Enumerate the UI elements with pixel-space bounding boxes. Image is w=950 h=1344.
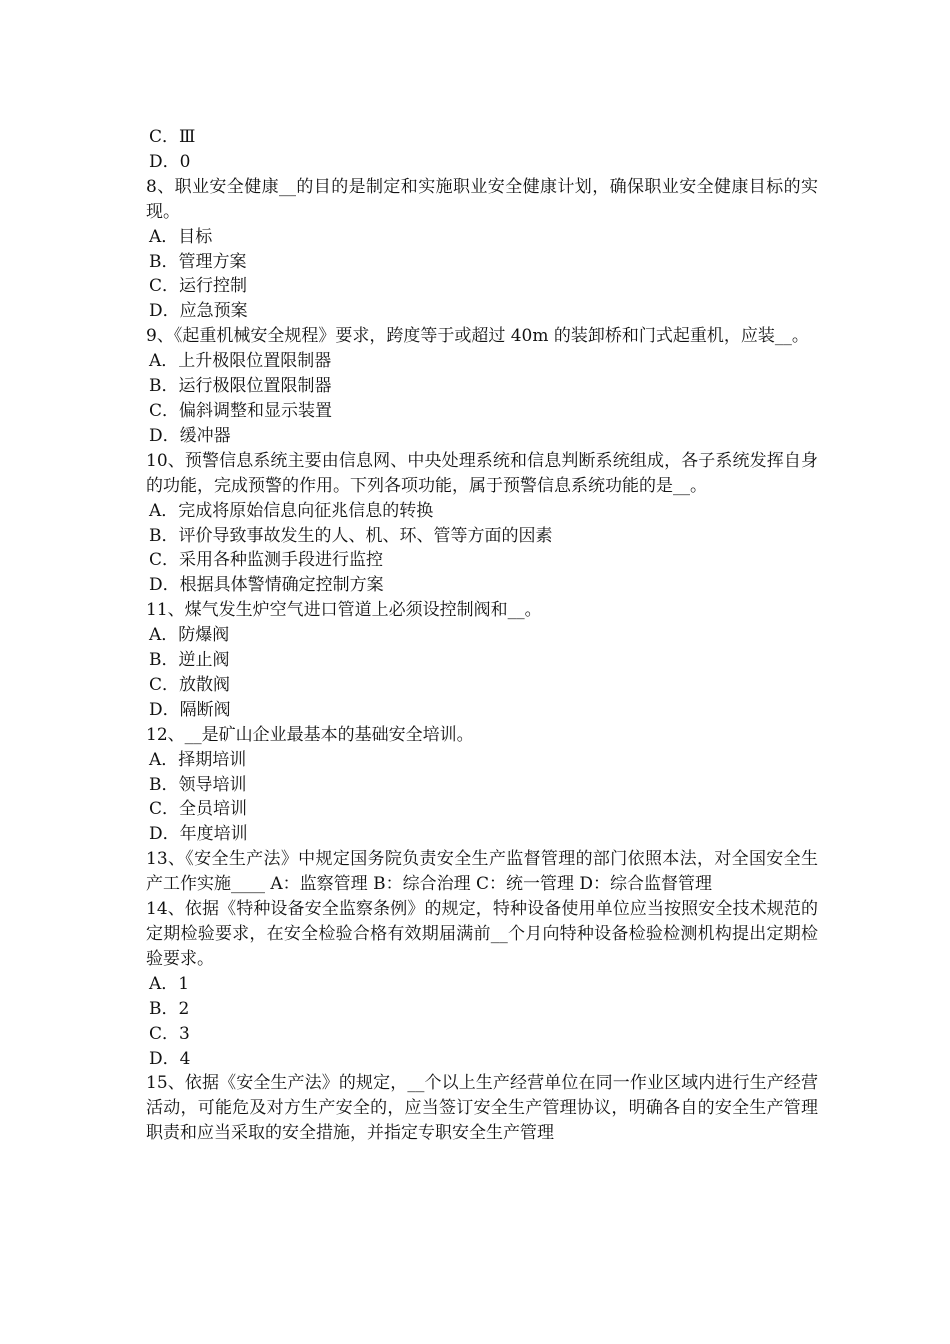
question-10-stem: 10、预警信息系统主要由信息网、中央处理系统和信息判断系统组成，各子系统发挥自身的功能，完成预警的作用。下列各项功能，属于预警信息系统功能的是__。 (146, 450, 818, 496)
exam-content (146, 125, 818, 1146)
question-10-option-b: B．评价导致事故发生的人、机、环、管等方面的因素 (149, 525, 553, 546)
question-9-option-b: B．运行极限位置限制器 (149, 376, 332, 397)
question-8-option-b: B．管理方案 (149, 251, 247, 272)
question-12-option-d: D．年度培训 (149, 824, 248, 845)
question-11-option-b: B．逆止阀 (149, 650, 230, 671)
question-13-stem: 13、《安全生产法》中规定国务院负责安全生产监督管理的部门依照本法，对全国安全生产工作实施____ A：监察管理 B：综合治理 C：统一管理 D：综合监督管理 (146, 849, 818, 895)
question-8-option-c: C．运行控制 (149, 276, 248, 297)
question-11-option-c: C．放散阀 (149, 674, 231, 695)
question-9-option-a: A．上升极限位置限制器 (149, 351, 332, 372)
question-15-stem: 15、依据《安全生产法》的规定，__个以上生产经营单位在同一作业区域内进行生产经营活动，可能危及对方生产安全的，应当签订安全生产管理协议，明确各自的安全生产管理职责和应当采取的安全措施，并指定专职安全生产管理 (146, 1073, 818, 1144)
question-14-option-b: B．2 (149, 998, 190, 1019)
question-9-option-d: D．缓冲器 (149, 425, 231, 446)
question-9-stem: 9、《起重机械安全规程》要求，跨度等于或超过 40m 的装卸桥和门式起重机，应装__。 (146, 326, 809, 347)
question-12-stem: 12、__是矿山企业最基本的基础安全培训。 (146, 724, 474, 745)
option-c: C．Ⅲ (149, 127, 196, 147)
question-12-option-c: C．全员培训 (149, 799, 248, 820)
question-8-option-d: D．应急预案 (149, 301, 248, 322)
question-12-option-b: B．领导培训 (149, 774, 247, 795)
question-8-option-a: A．目标 (149, 226, 213, 247)
question-14-stem: 14、依据《特种设备安全监察条例》的规定，特种设备使用单位应当按照安全技术规范的定期检验要求，在安全检验合格有效期届满前__个月向特种设备检验检测机构提出定期检验要求。 (146, 899, 818, 969)
question-14-option-d: D．4 (149, 1048, 191, 1069)
question-10-option-d: D．根据具体警情确定控制方案 (149, 575, 384, 596)
question-14-option-c: C．3 (149, 1023, 190, 1044)
question-10-option-a: A．完成将原始信息向征兆信息的转换 (149, 500, 434, 521)
question-10-option-c: C．采用各种监测手段进行监控 (149, 550, 384, 571)
question-9-option-c: C．偏斜调整和显示装置 (149, 400, 333, 421)
question-8-stem: 8、职业安全健康__的目的是制定和实施职业安全健康计划，确保职业安全健康目标的实现。 (146, 176, 818, 222)
question-14-option-a: A．1 (149, 973, 190, 994)
question-11-option-d: D．隔断阀 (149, 699, 231, 720)
question-12-option-a: A．择期培训 (149, 749, 247, 770)
option-d: D．0 (149, 151, 191, 172)
question-11-option-a: A．防爆阀 (149, 625, 230, 646)
question-11-stem: 11、煤气发生炉空气进口管道上必须设控制阀和__。 (146, 600, 542, 621)
